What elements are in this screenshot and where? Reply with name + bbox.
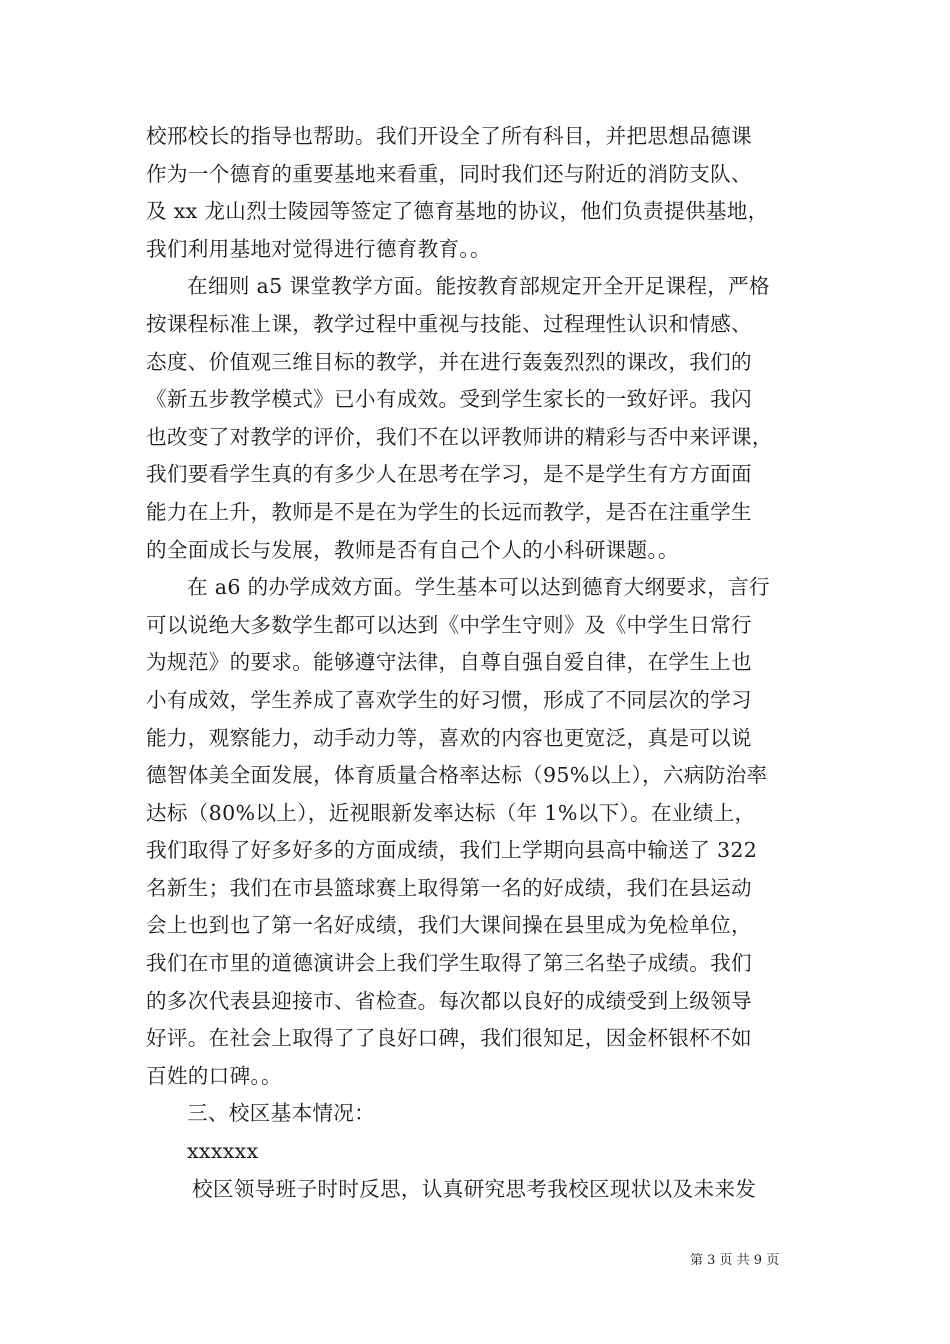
text-line: 我们利用基地对觉得进行德育教育。。 <box>146 236 491 261</box>
text-line: 的多次代表县迎接市、省检查。每次都以良好的成绩受到上级领导 <box>146 988 752 1013</box>
text-line: 也改变了对教学的评价，我们不在以评教师讲的精彩与否中来评课， <box>146 424 773 449</box>
text-line: 为规范》的要求。能够遵守法律，自尊自强自爱自律，在学生上也 <box>146 650 752 675</box>
paragraph-start-line: 校区领导班子时时反思，认真研究思考我校区现状以及未来发 <box>192 1176 757 1201</box>
paragraph-start-line: 在 a6 的办学成效方面。学生基本可以达到德育大纲要求，言行 <box>187 575 770 600</box>
page-number-footer: 第 3 页 共 9 页 <box>690 1253 780 1268</box>
text-line: 德智体美全面发展，体育质量合格率达标（95%以上），六病防治率 <box>146 763 768 788</box>
text-line: 按课程标准上课，教学过程中重视与技能、过程理性认识和情感、 <box>146 311 752 336</box>
text-line: 校邢校长的指导也帮助。我们开设全了所有科目，并把思想品德课 <box>146 124 752 148</box>
text-line: 能力，观察能力，动手动力等，喜欢的内容也更宽泛，真是可以说 <box>146 725 752 750</box>
paragraph-start-line: 在细则 a5 课堂教学方面。能按教育部规定开全开足课程，严格 <box>187 274 770 299</box>
section-heading: 三、校区基本情况： <box>187 1101 376 1126</box>
text-line: 我们要看学生真的有多少人在思考在学习，是不是学生有方方面面 <box>146 462 752 487</box>
text-line: 及 xx 龙山烈士陵园等签定了德育基地的协议，他们负责提供基地， <box>146 199 769 224</box>
text-line: 作为一个德育的重要基地来看重，同时我们还与附近的消防支队、 <box>146 161 752 186</box>
text-line: 可以说绝大多数学生都可以达到《中学生守则》及《中学生日常行 <box>146 612 752 637</box>
placeholder-text: xxxxxx <box>187 1139 259 1164</box>
body-text <box>146 118 811 1208</box>
text-line: 我们取得了好多好多的方面成绩，我们上学期向县高中输送了 322 <box>146 838 758 863</box>
text-line: 态度、价值观三维目标的教学，并在进行轰轰烈烈的课改，我们的 <box>146 349 752 374</box>
text-line: 《新五步教学模式》已小有成效。受到学生家长的一致好评。我闪 <box>146 387 752 412</box>
text-line: 我们在市里的道德演讲会上我们学生取得了第三名垫子成绩。我们 <box>146 951 752 976</box>
text-line: 会上也到也了第一名好成绩，我们大课间操在县里成为免检单位， <box>146 913 752 938</box>
text-line: 名新生；我们在市县篮球赛上取得第一名的好成绩，我们在县运动 <box>146 875 752 900</box>
text-line: 好评。在社会上取得了了良好口碑，我们很知足，因金杯银杯不如 <box>146 1026 752 1051</box>
text-line: 百姓的口碑。。 <box>146 1063 282 1088</box>
text-line: 达标（80%以上），近视眼新发率达标（年 1%以下）。在业绩上， <box>146 800 756 825</box>
text-line: 能力在上升，教师是不是在为学生的长远而教学，是否在注重学生 <box>146 499 752 524</box>
text-line: 小有成效，学生养成了喜欢学生的好习惯，形成了不同层次的学习 <box>146 687 752 712</box>
text-line: 的全面成长与发展，教师是否有自己个人的小科研课题。。 <box>146 537 679 562</box>
